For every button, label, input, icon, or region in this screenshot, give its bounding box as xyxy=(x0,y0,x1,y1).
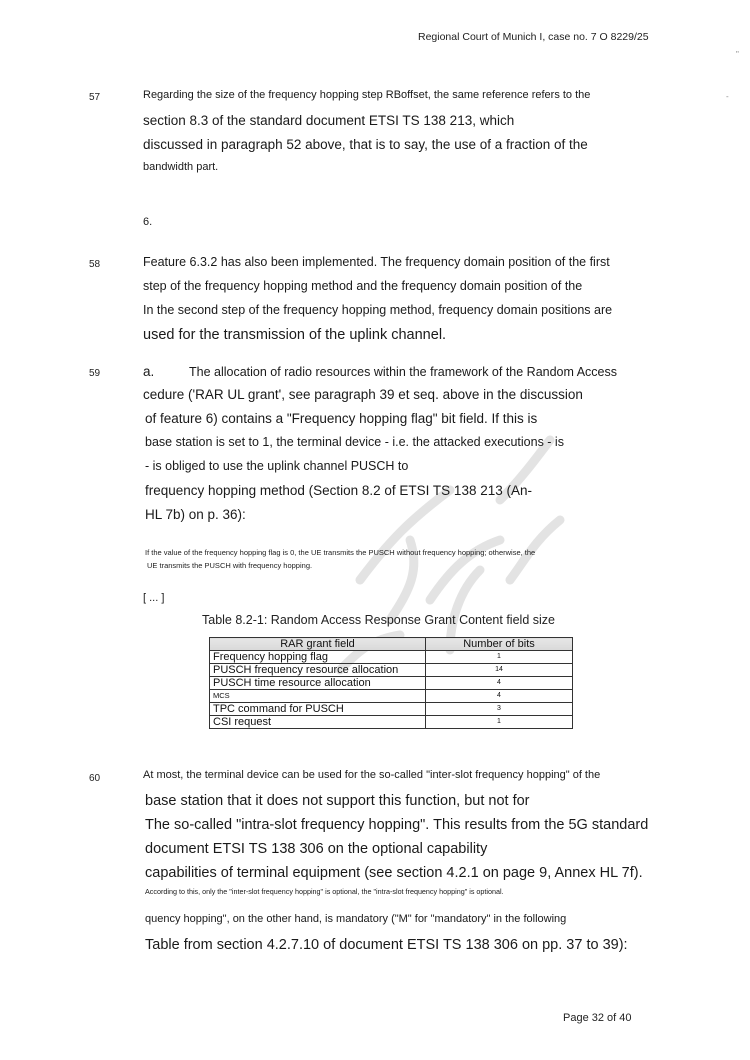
paragraph-line: used for the transmission of the uplink channel. xyxy=(143,327,447,343)
paragraph-line: Table from section 4.2.7.10 of document ETSI TS 138 306 on pp. 37 to 39): xyxy=(145,937,628,953)
paragraph-line: step of the frequency hopping method and the frequency domain position of the xyxy=(143,279,583,293)
bits-cell: 4 xyxy=(426,690,573,703)
paragraph-58 xyxy=(143,255,663,343)
table-row xyxy=(210,677,573,690)
paragraph-60 xyxy=(143,769,703,953)
paragraph-line: Feature 6.3.2 has also been implemented. The frequency domain position of the first xyxy=(143,255,610,269)
scan-mark: - xyxy=(726,92,729,101)
table-row xyxy=(210,664,573,677)
paragraph-line: base station is set to 1, the terminal device - i.e. the attacked executions - is xyxy=(145,435,564,449)
paragraph-line: base station that it does not support this function, but not for xyxy=(145,793,530,809)
paragraph-line: - is obliged to use the uplink channel PUSCH to xyxy=(145,459,409,473)
paragraph-59 xyxy=(143,363,683,522)
paragraph-line: capabilities of terminal equipment (see section 4.2.1 on page 9, Annex HL 7f). xyxy=(145,865,643,881)
scan-mark: " xyxy=(736,50,739,59)
paragraph-line: Regarding the size of the frequency hopping step RBoffset, the same reference refers to the xyxy=(143,89,591,101)
paragraph-line: cedure ('RAR UL grant', see paragraph 39 et seq. above in the discussion xyxy=(143,387,583,402)
field-cell: PUSCH frequency resource allocation xyxy=(210,664,426,677)
paragraph-line: At most, the terminal device can be used for the so-called "inter-slot frequency hopping" of the xyxy=(143,769,601,781)
paragraph-line: 6. xyxy=(143,216,153,228)
field-cell: MCS xyxy=(210,690,426,703)
quote-line: UE transmits the PUSCH with frequency hopping. xyxy=(147,561,313,570)
quote-line: If the value of the frequency hopping flag is 0, the UE transmits the PUSCH without frequency hopping; otherwise, the xyxy=(145,548,536,557)
table-header-row xyxy=(210,638,573,651)
paragraph-number: 57 xyxy=(89,92,101,103)
standard-quote xyxy=(145,546,665,572)
paragraph-line: frequency hopping method (Section 8.2 of ETSI TS 138 213 (An- xyxy=(145,483,532,498)
column-header: Number of bits xyxy=(426,638,573,651)
paragraph-line xyxy=(143,363,683,387)
table-row xyxy=(210,690,573,703)
paragraph-number: 59 xyxy=(89,368,101,379)
table-caption: Table 8.2-1: Random Access Response Grant Content field size xyxy=(202,613,555,627)
paragraph-line: bandwidth part. xyxy=(143,161,219,173)
paragraph-line: of feature 6) contains a "Frequency hopping flag" bit field. If this is xyxy=(145,411,538,426)
bits-cell: 1 xyxy=(426,716,573,729)
table-row xyxy=(210,703,573,716)
bits-cell: 1 xyxy=(426,651,573,664)
case-reference-header: Regional Court of Munich I, case no. 7 O 8229/25 xyxy=(418,31,649,43)
paragraph-line: quency hopping", on the other hand, is mandatory ("M" for "mandatory" in the following xyxy=(145,913,567,925)
item-label: a. xyxy=(143,364,155,379)
paragraph-text: The allocation of radio resources within the framework of the Random Access xyxy=(189,365,617,379)
rar-grant-table xyxy=(209,637,573,729)
bits-cell: 14 xyxy=(426,664,573,677)
column-header: RAR grant field xyxy=(210,638,426,651)
paragraph-line: discussed in paragraph 52 above, that is to say, the use of a fraction of the xyxy=(143,137,588,152)
paragraph-line: The so-called "intra-slot frequency hopping". This results from the 5G standard xyxy=(145,817,649,833)
field-cell: PUSCH time resource allocation xyxy=(210,677,426,690)
bits-cell: 3 xyxy=(426,703,573,716)
table-row xyxy=(210,651,573,664)
paragraph-line: According to this, only the "inter-slot frequency hopping" is optional, the "intra-slot frequency hopping" is optional. xyxy=(145,887,504,896)
paragraph-line: HL 7b) on p. 36): xyxy=(145,507,246,522)
paragraph-number: 60 xyxy=(89,773,101,784)
paragraph-line: document ETSI TS 138 306 on the optional capability xyxy=(145,841,488,857)
paragraph-line: In the second step of the frequency hopping method, frequency domain positions are xyxy=(143,303,613,317)
paragraph-line: section 8.3 of the standard document ETSI TS 138 213, which xyxy=(143,113,515,128)
page-indicator: Page 32 of 40 xyxy=(563,1012,632,1024)
bits-cell: 4 xyxy=(426,677,573,690)
section-number xyxy=(143,216,663,228)
field-cell: CSI request xyxy=(210,716,426,729)
paragraph-number: 58 xyxy=(89,259,101,270)
omission-marker: [ ... ] xyxy=(143,592,165,604)
paragraph-57 xyxy=(143,89,663,173)
table-row xyxy=(210,716,573,729)
field-cell: TPC command for PUSCH xyxy=(210,703,426,716)
field-cell: Frequency hopping flag xyxy=(210,651,426,664)
